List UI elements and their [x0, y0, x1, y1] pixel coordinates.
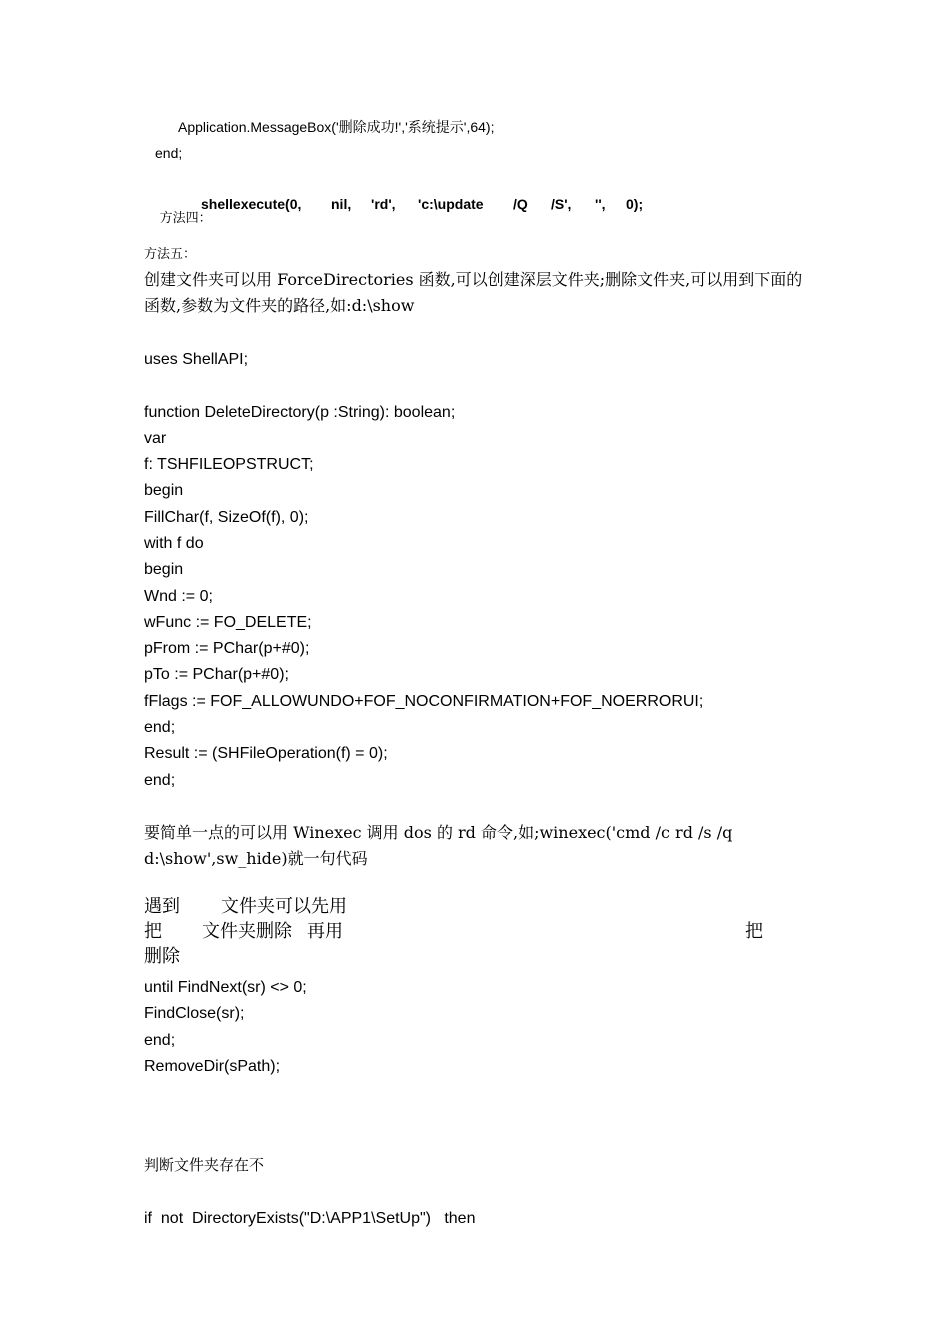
code-line-end: end; [155, 145, 183, 161]
code-line: Wnd := 0; [144, 588, 213, 605]
code-line: end; [144, 772, 176, 789]
code-line: FindClose(sr); [144, 1005, 245, 1022]
code-uses: uses ShellAPI; [144, 351, 249, 368]
code-line: f: TSHFILEOPSTRUCT; [144, 456, 314, 473]
code-line: until FindNext(sr) <> 0; [144, 979, 307, 996]
code-line: end; [144, 719, 176, 736]
fragment-text: 文件夹可以先用 [221, 896, 347, 917]
code-line: function DeleteDirectory(p :String): boolean; [144, 404, 456, 421]
fragment-text: 遇到 [144, 896, 180, 917]
code-line: begin [144, 561, 184, 578]
fragment-text: 删除 [144, 946, 180, 967]
code-line: RemoveDir(sPath); [144, 1058, 281, 1075]
code-line: pTo := PChar(p+#0); [144, 666, 289, 683]
fragment-text: 把 [144, 921, 162, 942]
m4-token-2: nil, [331, 196, 352, 212]
paragraph-winexec-2: d:\show',sw_hide)就一句代码 [144, 849, 368, 868]
paragraph-create-folder-1: 创建文件夹可以用 ForceDirectories 函数,可以创建深层文件夹;删除文件夹,可以用到下面的 [144, 270, 803, 289]
code-line: end; [144, 1032, 176, 1049]
fragment-text: 文件夹删除 [202, 921, 292, 942]
code-line: Result := (SHFileOperation(f) = 0); [144, 745, 388, 762]
code-line: fFlags := FOF_ALLOWUNDO+FOF_NOCONFIRMATION+FOF_NOERRORUI; [144, 693, 704, 710]
m4-token-5: /Q [513, 196, 528, 212]
code-line-if: if not DirectoryExists("D:\APP1\SetUp") then [144, 1210, 476, 1227]
code-line: var [144, 430, 167, 447]
method-four-label: 方法四： [159, 211, 212, 226]
fragment-text: 再用 [307, 921, 343, 942]
code-line: begin [144, 482, 184, 499]
code-line: with f do [144, 535, 204, 552]
fragment-text: 把 [745, 921, 763, 942]
code-line: pFrom := PChar(p+#0); [144, 640, 310, 657]
m4-token-4: 'c:\update [418, 196, 484, 212]
m4-token-1: shellexecute(0, [201, 196, 302, 212]
paragraph-create-folder-2: 函数,参数为文件夹的路径,如:d:\show [144, 296, 415, 315]
m4-token-6: /S', [551, 196, 572, 212]
m4-token-3: 'rd', [371, 196, 396, 212]
code-line: wFunc := FO_DELETE; [144, 614, 312, 631]
m4-token-8: 0); [626, 196, 644, 212]
m4-token-7: '', [595, 196, 606, 212]
code-line: FillChar(f, SizeOf(f), 0); [144, 509, 309, 526]
code-line-messagebox: Application.MessageBox('删除成功!','系统提示',64); [178, 119, 495, 135]
paragraph-winexec-1: 要简单一点的可以用 Winexec 调用 dos 的 rd 命令,如;winexec('cmd /c rd /s /q [144, 823, 733, 842]
method-five-label: 方法五： [144, 247, 197, 262]
heading-check-folder: 判断文件夹存在不 [144, 1156, 265, 1174]
